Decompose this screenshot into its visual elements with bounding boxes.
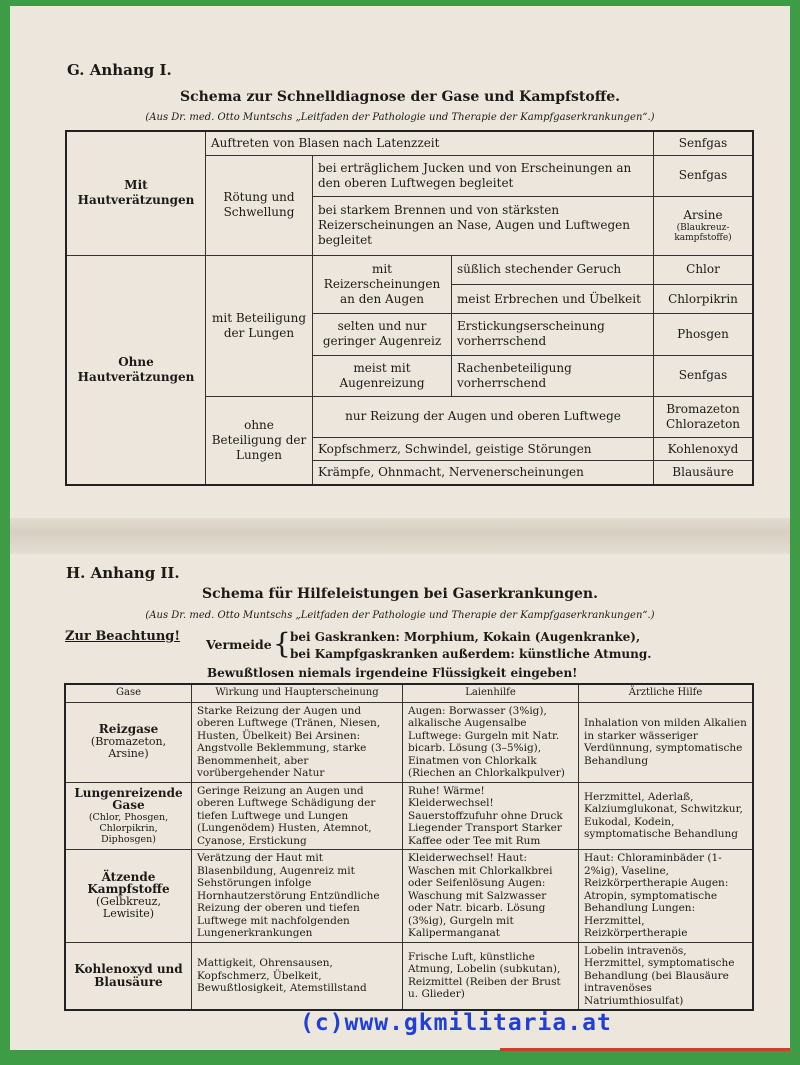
gas-chlorpikrin: Chlorpikrin bbox=[654, 284, 754, 313]
gas-chlor: Chlor bbox=[654, 255, 754, 284]
gas-senfgas-1: Senfgas bbox=[654, 131, 754, 155]
gas-sub: (Bromazeton, Arsine) bbox=[90, 734, 167, 761]
watermark-text: (c)www.gkmilitaria.at bbox=[300, 1010, 612, 1036]
gas-senfgas-2: Senfgas bbox=[654, 155, 754, 196]
section-g-source: (Aus Dr. med. Otto Muntschs „Leitfaden der Pathologie und Therapie der Kampfgaserkrankungen“.) bbox=[145, 112, 655, 123]
lungs-no-cell: ohne Beteiligung der Lungen bbox=[206, 396, 313, 485]
gas-arsine: Arsine bbox=[683, 208, 723, 223]
gas-bromazeton: Bromazeton Chlorazeton bbox=[654, 396, 754, 437]
eyes-upper-cell: nur Reizung der Augen und oberen Luftwege bbox=[313, 396, 654, 437]
section-h-title: Schema für Hilfeleistungen bei Gaserkrankungen. bbox=[202, 586, 598, 602]
gas-sub: (Chlor, Phosgen, Chlorpikrin, Diphosgen) bbox=[88, 811, 169, 845]
gas-name: Reizgase bbox=[98, 722, 159, 737]
sweetish-cell: süßlich stechender Geruch bbox=[452, 255, 654, 284]
eye-irritation-cell: mit Reizerscheinungen an den Augen bbox=[313, 255, 452, 314]
avoid-line-2: bei Kampfgaskranken außerdem: künstliche Atmung. bbox=[290, 647, 652, 661]
gas-phosgen: Phosgen bbox=[654, 314, 754, 355]
gas-name: Ätzende Kampfstoffe bbox=[87, 869, 170, 897]
unconscious-warning: Bewußtlosen niemals irgendeine Flüssigkeit eingeben! bbox=[207, 666, 578, 680]
effect-cell: Mattigkeit, Ohrensausen, Kopfschmerz, Übelkeit, Bewußtlosigkeit, Atemstillstand bbox=[192, 942, 403, 1010]
first-aid-table bbox=[64, 683, 754, 1011]
throat-cell: Rachenbeteiligung vorherrschend bbox=[452, 355, 654, 396]
gas-cell bbox=[65, 942, 192, 1010]
header-effect: Wirkung und Haupterscheinung bbox=[192, 684, 403, 702]
cramps-cell: Krämpfe, Ohnmacht, Nervenerscheinungen bbox=[313, 461, 654, 485]
page-fold bbox=[10, 518, 790, 554]
lay-cell: Frische Luft, künstliche Atmung, Lobelin (subkutan), Reizmittel (Reiben der Brust u. Glieder) bbox=[403, 942, 579, 1010]
medical-cell: Herzmittel, Aderlaß, Kalziumglukonat, Schwitzkur, Eukodal, Kodein, symptomatische Behandlung bbox=[579, 782, 754, 850]
lay-cell: Ruhe! Wärme! Kleiderwechsel! Sauerstoffzufuhr ohne Druck Liegender Transport Starker Kaffee oder Tee mit Rum bbox=[403, 782, 579, 850]
suffocation-cell: Erstickungserscheinung vorherrschend bbox=[452, 314, 654, 355]
section-g-title: Schema zur Schnelldiagnose der Gase und Kampfstoffe. bbox=[179, 89, 621, 105]
diagnosis-table bbox=[65, 130, 754, 486]
effect-cell: Geringe Reizung an Augen und oberen Luftwege Schädigung der tiefen Luftwege und Lungen (Lungenödem) Husten, Atemnot, Cyanose, Erstickung bbox=[192, 782, 403, 850]
red-edge bbox=[500, 1048, 790, 1051]
with-skin-cell: Mit Hautverätzungen bbox=[66, 131, 206, 255]
gas-blausaeure: Blausäure bbox=[654, 461, 754, 485]
table-row bbox=[65, 782, 753, 850]
medical-cell: Inhalation von milden Alkalien in starker wässeriger Verdünnung, symptomatische Behandlung bbox=[579, 702, 754, 782]
header-gas: Gase bbox=[65, 684, 192, 702]
effect-cell: Starke Reizung der Augen und oberen Luftwege (Tränen, Niesen, Husten, Übelkeit) Bei Arsinen: Angstvolle Beklemmung, starke Benommenheit, aber vorübergehender Natur bbox=[192, 702, 403, 782]
rarely-eye-cell: selten und nur geringer Augenreiz bbox=[313, 314, 452, 355]
lungs-yes-cell: mit Beteiligung der Lungen bbox=[206, 255, 313, 396]
header-medical-help: Ärztliche Hilfe bbox=[579, 684, 754, 702]
gas-senfgas-3: Senfgas bbox=[654, 355, 754, 396]
itching-cell: bei erträglichem Jucken und von Erscheinungen an den oberen Luftwegen begleitet bbox=[313, 155, 654, 196]
gas-cell bbox=[65, 782, 192, 850]
avoid-label: Vermeide bbox=[206, 637, 272, 652]
section-h-source: (Aus Dr. med. Otto Muntschs „Leitfaden der Pathologie und Therapie der Kampfgaserkrankungen“.) bbox=[145, 610, 655, 621]
blisters-cell: Auftreten von Blasen nach Latenzzeit bbox=[206, 131, 654, 155]
gas-cell bbox=[65, 702, 192, 782]
medical-cell: Lobelin intravenös, Herzmittel, symptomatische Behandlung (bei Blausäure intravenöses Natriumthiosulfat) bbox=[579, 942, 754, 1010]
document-page bbox=[10, 6, 790, 1050]
redness-cell: Rötung und Schwellung bbox=[206, 155, 313, 255]
section-g-heading: G. Anhang I. bbox=[67, 61, 172, 79]
attention-label: Zur Beachtung! bbox=[65, 629, 181, 644]
medical-cell: Haut: Chloraminbäder (1-2%ig), Vaseline, Reizkörpertherapie Augen: Atropin, symptomatische Behandlung Lungen: Herzmittel, Reizkörpertherapie bbox=[579, 850, 754, 943]
gas-cell bbox=[65, 850, 192, 943]
gas-arsine-cell bbox=[654, 196, 754, 255]
lay-cell: Kleiderwechsel! Haut: Waschen mit Chlorkalkbrei oder Seifenlösung Augen: Waschung mit Salzwasser oder Natr. bicarb. Lösung (3%ig), Gurgeln mit Kalipermanganat bbox=[403, 850, 579, 943]
vomit-cell: meist Erbrechen und Übelkeit bbox=[452, 284, 654, 313]
table-row bbox=[65, 702, 753, 782]
gas-arsine-note: (Blaukreuz-kampfstoffe) bbox=[674, 223, 732, 244]
burning-cell: bei starkem Brennen und von stärksten Reizerscheinungen an Nase, Augen und Luftwegen begleitet bbox=[313, 196, 654, 255]
avoid-line-1: bei Gaskranken: Morphium, Kokain (Augenkranke), bbox=[290, 630, 641, 644]
without-skin-cell: Ohne Hautverätzungen bbox=[66, 255, 206, 485]
effect-cell: Verätzung der Haut mit Blasenbildung, Augenreiz mit Sehstörungen infolge Hornhautzerstörung Entzündliche Reizung der oberen und tiefen Luftwege mit nachfolgenden Lungenerkrankungen bbox=[192, 850, 403, 943]
table-row bbox=[65, 850, 753, 943]
gas-sub: (Gelbkreuz, Lewisite) bbox=[96, 894, 161, 921]
table-row bbox=[65, 942, 753, 1010]
lay-cell: Augen: Borwasser (3%ig), alkalische Augensalbe Luftwege: Gurgeln mit Natr. bicarb. Lösung (3–5%ig), Einatmen von Chlorkalk (Riechen an Chlorkalkpulver) bbox=[403, 702, 579, 782]
headache-cell: Kopfschmerz, Schwindel, geistige Störungen bbox=[313, 437, 654, 461]
gas-name: Lungenreizende Gase bbox=[74, 785, 183, 813]
avoid-brace: { bbox=[273, 627, 291, 660]
mostly-eye-cell: meist mit Augenreizung bbox=[313, 355, 452, 396]
section-h-heading: H. Anhang II. bbox=[66, 564, 180, 582]
gas-name: Kohlenoxyd und Blausäure bbox=[74, 962, 183, 989]
header-lay-help: Laienhilfe bbox=[403, 684, 579, 702]
gas-kohlenoxyd: Kohlenoxyd bbox=[654, 437, 754, 461]
